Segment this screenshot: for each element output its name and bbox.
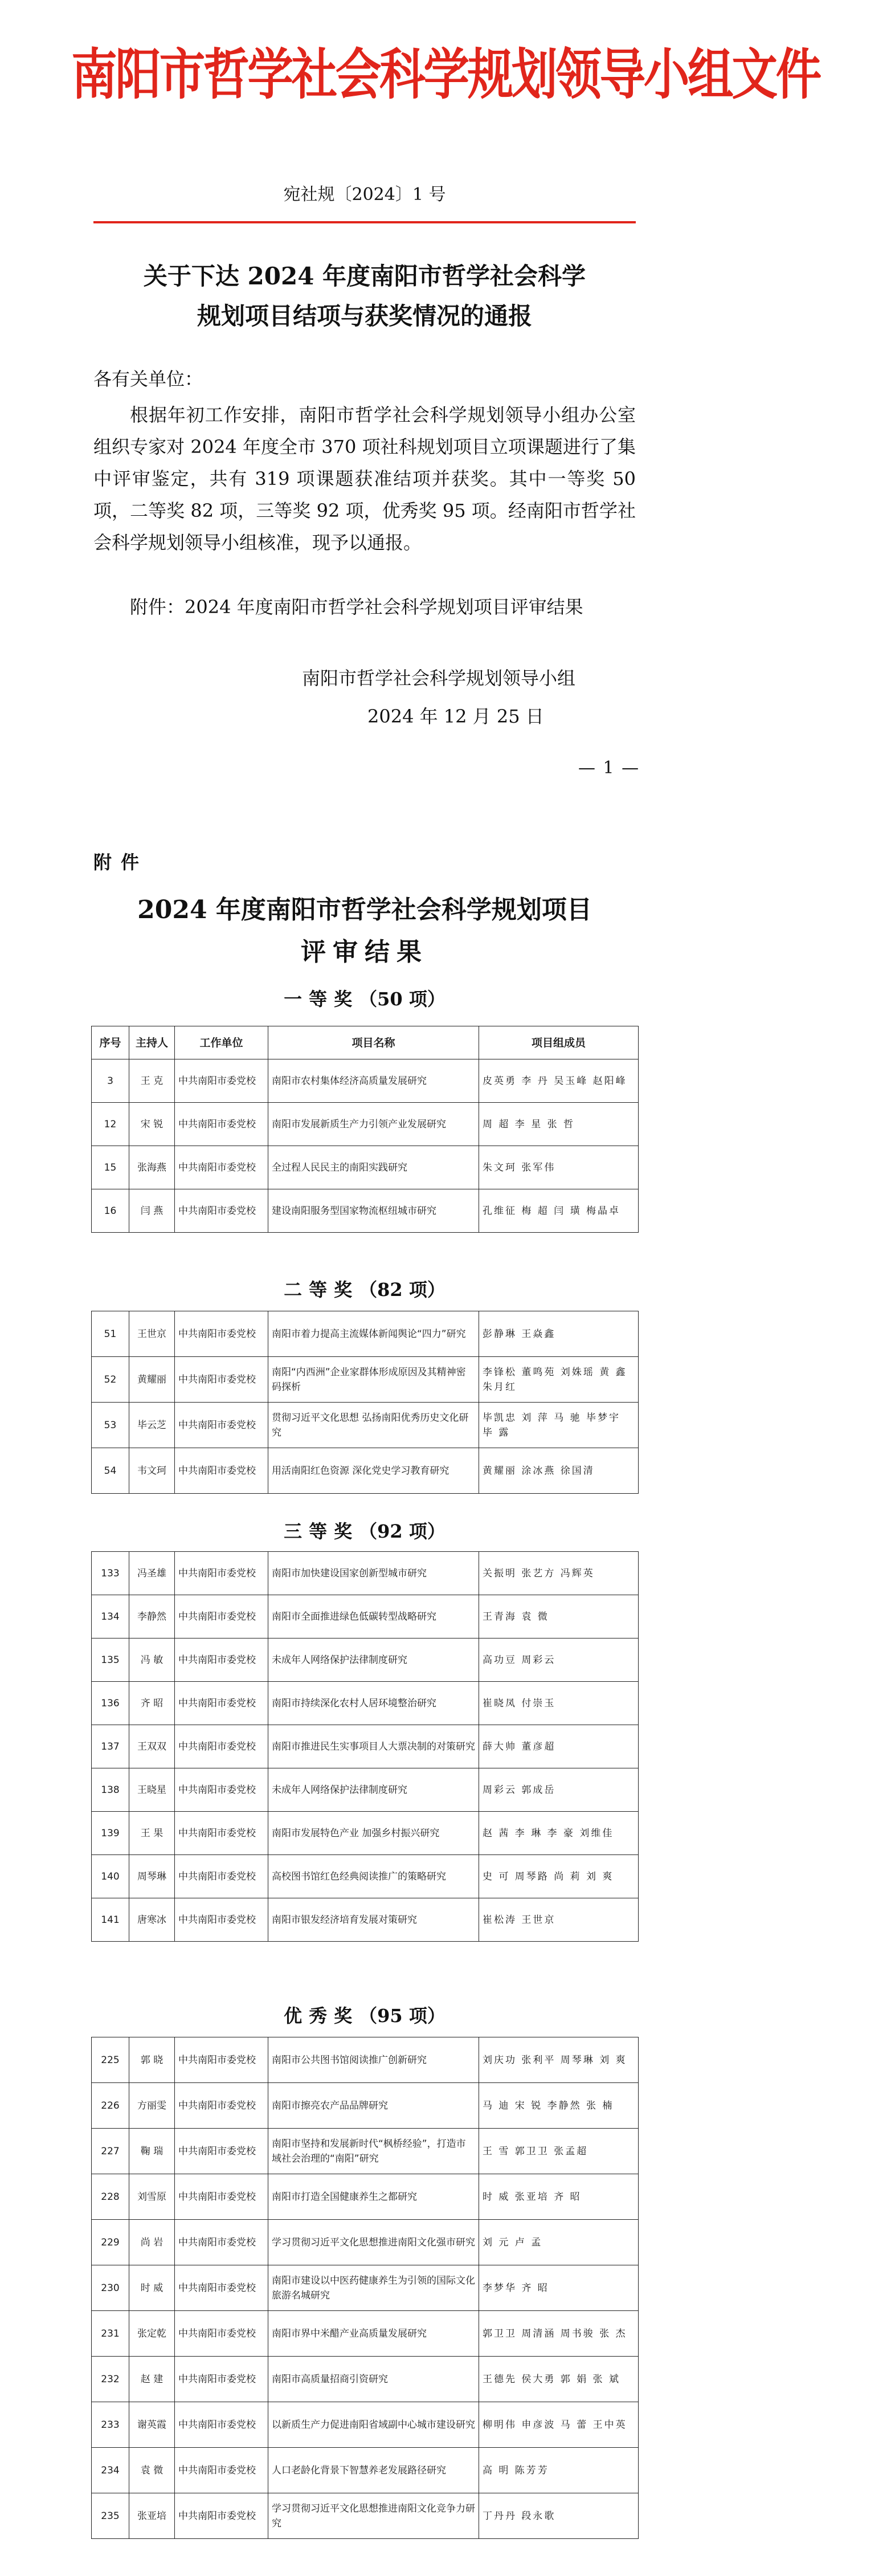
host-name: 尚 岩 [129, 2220, 175, 2265]
annex-label: 附件 [93, 851, 149, 873]
attachment-reference: 附件：2024 年度南阳市哲学社会科学规划项目评审结果 [130, 596, 583, 618]
row-number: 228 [92, 2174, 129, 2220]
team-members: 柳明伟 申彦波 马 蕾 王中英 [479, 2402, 639, 2448]
host-name: 宋 锐 [129, 1103, 175, 1146]
project-title: 未成年人网络保护法律制度研究 [268, 1768, 479, 1812]
table-row [92, 1725, 639, 1768]
work-unit: 中共南阳市委党校 [175, 2493, 268, 2539]
row-number: 12 [92, 1103, 129, 1146]
row-number: 135 [92, 1638, 129, 1682]
host-name: 周琴琳 [129, 1855, 175, 1898]
row-number: 134 [92, 1595, 129, 1638]
work-unit: 中共南阳市委党校 [175, 2220, 268, 2265]
table-row [92, 2402, 639, 2448]
table-row [92, 2357, 639, 2402]
row-number: 138 [92, 1768, 129, 1812]
page-number: — 1 — [578, 758, 640, 778]
project-title: 南阳市着力提高主流媒体新闻舆论“四力”研究 [268, 1311, 479, 1357]
row-number: 230 [92, 2265, 129, 2311]
team-members: 郭卫卫 周清涵 周书骏 张 杰 [479, 2311, 639, 2357]
project-title: 南阳市加快建设国家创新型城市研究 [268, 1552, 479, 1595]
work-unit: 中共南阳市委党校 [175, 2311, 268, 2357]
row-number: 233 [92, 2402, 129, 2448]
column-header-team: 项目组成员 [479, 1026, 639, 1059]
section-heading-third-prize [0, 1517, 729, 1543]
host-name: 唐寒冰 [129, 1898, 175, 1942]
work-unit: 中共南阳市委党校 [175, 1403, 268, 1448]
table-row [92, 1103, 639, 1146]
section-count: （82 项） [359, 1279, 445, 1301]
work-unit: 中共南阳市委党校 [175, 2265, 268, 2311]
signature-date: 2024 年 12 月 25 日 [367, 706, 544, 727]
row-number: 141 [92, 1898, 129, 1942]
host-name: 刘雪原 [129, 2174, 175, 2220]
host-name: 韦文珂 [129, 1448, 175, 1494]
host-name: 方丽雯 [129, 2083, 175, 2129]
team-members: 关振明 张艺方 冯辉英 [479, 1552, 639, 1595]
column-header-host: 主持人 [129, 1026, 175, 1059]
document-header [0, 31, 820, 109]
project-title: 南阳市农村集体经济高质量发展研究 [268, 1059, 479, 1103]
team-members: 崔晓凤 付崇玉 [479, 1682, 639, 1725]
table-row [92, 2220, 639, 2265]
project-title: 南阳市发展新质生产力引领产业发展研究 [268, 1103, 479, 1146]
team-members: 史 可 周琴路 尚 莉 刘 爽 [479, 1855, 639, 1898]
section-name: 二等奖 [284, 1279, 359, 1301]
host-name: 谢英霞 [129, 2402, 175, 2448]
table-row [92, 2037, 639, 2083]
work-unit: 中共南阳市委党校 [175, 1448, 268, 1494]
project-title: 南阳市坚持和发展新时代“枫桥经验”，打造市域社会治理的“南阳”研究 [268, 2129, 479, 2174]
red-divider-line [93, 221, 636, 223]
table-row [92, 1146, 639, 1189]
team-members: 孔维征 梅 超 闫 璜 梅晶卓 [479, 1189, 639, 1233]
project-title: 以新质生产力促进南阳省域副中心城市建设研究 [268, 2402, 479, 2448]
team-members: 皮英勇 李 丹 吴玉峰 赵阳峰 [479, 1059, 639, 1103]
row-number: 15 [92, 1146, 129, 1189]
project-title: 南阳市高质量招商引资研究 [268, 2357, 479, 2402]
row-number: 3 [92, 1059, 129, 1103]
project-title: 未成年人网络保护法律制度研究 [268, 1638, 479, 1682]
host-name: 黄耀丽 [129, 1357, 175, 1403]
work-unit: 中共南阳市委党校 [175, 2037, 268, 2083]
row-number: 235 [92, 2493, 129, 2539]
host-name: 王世京 [129, 1311, 175, 1357]
project-title: 学习贯彻习近平文化思想推进南阳文化强市研究 [268, 2220, 479, 2265]
table-row [92, 1812, 639, 1855]
section-heading-first-prize [0, 985, 729, 1011]
work-unit: 中共南阳市委党校 [175, 2402, 268, 2448]
project-title: 南阳市银发经济培育发展对策研究 [268, 1898, 479, 1942]
team-members: 高功豆 周彩云 [479, 1638, 639, 1682]
team-members: 刘庆功 张利平 周琴琳 刘 爽 [479, 2037, 639, 2083]
team-members: 王德先 侯大勇 郭 娟 张 斌 [479, 2357, 639, 2402]
work-unit: 中共南阳市委党校 [175, 1311, 268, 1357]
row-number: 227 [92, 2129, 129, 2174]
work-unit: 中共南阳市委党校 [175, 1552, 268, 1595]
project-title: 南阳市公共图书馆阅读推广创新研究 [268, 2037, 479, 2083]
table-row [92, 1311, 639, 1357]
table-row [92, 1448, 639, 1494]
table-row [92, 1638, 639, 1682]
project-title: 南阳市擦亮农产品品牌研究 [268, 2083, 479, 2129]
project-title: 南阳市界中米醋产业高质量发展研究 [268, 2311, 479, 2357]
column-header-unit: 工作单位 [175, 1026, 268, 1059]
issuer-title: 南阳市哲学社会科学规划领导小组文件 [71, 43, 820, 107]
table-row [92, 1768, 639, 1812]
work-unit: 中共南阳市委党校 [175, 2083, 268, 2129]
host-name: 李静然 [129, 1595, 175, 1638]
row-number: 139 [92, 1812, 129, 1855]
project-title: 贯彻习近平文化思想 弘扬南阳优秀历史文化研究 [268, 1403, 479, 1448]
row-number: 140 [92, 1855, 129, 1898]
row-number: 53 [92, 1403, 129, 1448]
project-title: 高校图书馆红色经典阅读推广的策略研究 [268, 1855, 479, 1898]
table-row [92, 1595, 639, 1638]
row-number: 137 [92, 1725, 129, 1768]
project-title: 人口老龄化背景下智慧养老发展路径研究 [268, 2448, 479, 2493]
team-members: 李梦华 齐 昭 [479, 2265, 639, 2311]
notice-title [0, 256, 729, 336]
section-count: （92 项） [359, 1521, 445, 1542]
team-members: 王 雪 郭卫卫 张孟超 [479, 2129, 639, 2174]
team-members: 毕凯忠 刘 萍 马 驰 毕梦宇 毕 露 [479, 1403, 639, 1448]
table-row [92, 1357, 639, 1403]
row-number: 136 [92, 1682, 129, 1725]
project-title: 南阳市全面推进绿色低碳转型战略研究 [268, 1595, 479, 1638]
work-unit: 中共南阳市委党校 [175, 1898, 268, 1942]
work-unit: 中共南阳市委党校 [175, 1059, 268, 1103]
table-row [92, 1403, 639, 1448]
table-row [92, 2083, 639, 2129]
row-number: 133 [92, 1552, 129, 1595]
project-title: 南阳市建设以中医药健康养生为引领的国际文化旅游名城研究 [268, 2265, 479, 2311]
team-members: 周 超 李 星 张 哲 [479, 1103, 639, 1146]
section-count: （50 项） [359, 988, 445, 1010]
table-row [92, 2448, 639, 2493]
row-number: 225 [92, 2037, 129, 2083]
annex-title [0, 889, 729, 973]
team-members: 黄耀丽 涂冰燕 徐国清 [479, 1448, 639, 1494]
team-members: 彭静琳 王焱鑫 [479, 1311, 639, 1357]
host-name: 鞠 瑞 [129, 2129, 175, 2174]
team-members: 丁丹丹 段永歌 [479, 2493, 639, 2539]
host-name: 王 果 [129, 1812, 175, 1855]
work-unit: 中共南阳市委党校 [175, 2129, 268, 2174]
host-name: 冯 敏 [129, 1638, 175, 1682]
work-unit: 中共南阳市委党校 [175, 1768, 268, 1812]
work-unit: 中共南阳市委党校 [175, 2357, 268, 2402]
notice-title-line-2: 规划项目结项与获奖情况的通报 [197, 302, 532, 330]
section-name: 一等奖 [284, 988, 359, 1010]
signature-organization: 南阳市哲学社会科学规划领导小组 [302, 667, 576, 689]
salutation: 各有关单位： [93, 368, 203, 390]
table-header-row [92, 1026, 639, 1059]
work-unit: 中共南阳市委党校 [175, 1855, 268, 1898]
row-number: 234 [92, 2448, 129, 2493]
table-row [92, 1855, 639, 1898]
section-name: 三等奖 [284, 1521, 359, 1542]
host-name: 冯圣雄 [129, 1552, 175, 1595]
team-members: 李锋松 董鸣苑 刘姝瑶 黄 鑫 朱月红 [479, 1357, 639, 1403]
work-unit: 中共南阳市委党校 [175, 2174, 268, 2220]
work-unit: 中共南阳市委党校 [175, 1146, 268, 1189]
team-members: 赵 茜 李 琳 李 豪 刘维佳 [479, 1812, 639, 1855]
host-name: 齐 昭 [129, 1682, 175, 1725]
work-unit: 中共南阳市委党校 [175, 1103, 268, 1146]
project-title: 南阳市发展特色产业 加强乡村振兴研究 [268, 1812, 479, 1855]
work-unit: 中共南阳市委党校 [175, 1812, 268, 1855]
section-name: 优秀奖 [284, 2005, 359, 2027]
annex-title-line-1: 2024 年度南阳市哲学社会科学规划项目 [137, 895, 592, 924]
work-unit: 中共南阳市委党校 [175, 2448, 268, 2493]
project-title: 南阳市打造全国健康养生之都研究 [268, 2174, 479, 2220]
host-name: 张亚培 [129, 2493, 175, 2539]
table-row [92, 1059, 639, 1103]
work-unit: 中共南阳市委党校 [175, 1638, 268, 1682]
project-title: 南阳“内西洲”企业家群体形成原因及其精神密码探析 [268, 1357, 479, 1403]
host-name: 毕云芝 [129, 1403, 175, 1448]
host-name: 赵 建 [129, 2357, 175, 2402]
table-row [92, 2265, 639, 2311]
table-row [92, 2493, 639, 2539]
work-unit: 中共南阳市委党校 [175, 1595, 268, 1638]
team-members: 崔松涛 王世京 [479, 1898, 639, 1942]
team-members: 薛大帅 董彦超 [479, 1725, 639, 1768]
project-title: 全过程人民民主的南阳实践研究 [268, 1146, 479, 1189]
team-members: 朱文珂 张军伟 [479, 1146, 639, 1189]
team-members: 刘 元 卢 孟 [479, 2220, 639, 2265]
host-name: 时 威 [129, 2265, 175, 2311]
row-number: 52 [92, 1357, 129, 1403]
section-heading-excellence-prize [0, 2002, 729, 2028]
table-row [92, 2129, 639, 2174]
row-number: 231 [92, 2311, 129, 2357]
project-title: 用活南阳红色资源 深化党史学习教育研究 [268, 1448, 479, 1494]
notice-body: 根据年初工作安排，南阳市哲学社会科学规划领导小组办公室组织专家对 2024 年度全市 370 项社科规划项目立项课题进行了集中评审鉴定，共有 319 项课题获准结项并获奖。其中一等奖 50 项，二等奖 82 项，三等奖 92 项，优秀奖 95 项。经南阳市哲学社会科学规划领导小组核准，现予以通报。 [93, 404, 636, 553]
section-count: （95 项） [359, 2005, 445, 2027]
project-title: 学习贯彻习近平文化思想推进南阳文化竞争力研究 [268, 2493, 479, 2539]
row-number: 229 [92, 2220, 129, 2265]
host-name: 袁 微 [129, 2448, 175, 2493]
project-title: 南阳市推进民生实事项目人大票决制的对策研究 [268, 1725, 479, 1768]
results-table-third-prize [91, 1551, 639, 1942]
notice-title-line-1: 关于下达 2024 年度南阳市哲学社会科学 [143, 262, 586, 290]
work-unit: 中共南阳市委党校 [175, 1189, 268, 1233]
row-number: 54 [92, 1448, 129, 1494]
row-number: 16 [92, 1189, 129, 1233]
work-unit: 中共南阳市委党校 [175, 1725, 268, 1768]
host-name: 闫 燕 [129, 1189, 175, 1233]
project-title: 南阳市持续深化农村人居环境整治研究 [268, 1682, 479, 1725]
project-title: 建设南阳服务型国家物流枢纽城市研究 [268, 1189, 479, 1233]
team-members: 时 威 张亚培 齐 昭 [479, 2174, 639, 2220]
work-unit: 中共南阳市委党校 [175, 1357, 268, 1403]
host-name: 王 克 [129, 1059, 175, 1103]
annex-title-line-2: 评审结果 [301, 938, 428, 967]
row-number: 226 [92, 2083, 129, 2129]
table-row [92, 1898, 639, 1942]
team-members: 高 明 陈芳芳 [479, 2448, 639, 2493]
table-row [92, 2311, 639, 2357]
host-name: 王双双 [129, 1725, 175, 1768]
results-table-excellence-prize [91, 2037, 639, 2539]
document-number: 宛社规〔2024〕1 号 [283, 185, 446, 205]
results-table-second-prize [91, 1311, 639, 1494]
team-members: 王青海 袁 微 [479, 1595, 639, 1638]
host-name: 郭 晓 [129, 2037, 175, 2083]
table-row [92, 2174, 639, 2220]
table-row [92, 1552, 639, 1595]
results-table-first-prize [91, 1026, 639, 1233]
table-row [92, 1682, 639, 1725]
team-members: 马 迪 宋 锐 李静然 张 楠 [479, 2083, 639, 2129]
host-name: 张定乾 [129, 2311, 175, 2357]
row-number: 51 [92, 1311, 129, 1357]
column-header-topic: 项目名称 [268, 1026, 479, 1059]
table-row [92, 1189, 639, 1233]
section-heading-second-prize [0, 1275, 729, 1302]
host-name: 张海燕 [129, 1146, 175, 1189]
column-header-no: 序号 [92, 1026, 129, 1059]
team-members: 周彩云 郭成岳 [479, 1768, 639, 1812]
row-number: 232 [92, 2357, 129, 2402]
work-unit: 中共南阳市委党校 [175, 1682, 268, 1725]
host-name: 王晓星 [129, 1768, 175, 1812]
